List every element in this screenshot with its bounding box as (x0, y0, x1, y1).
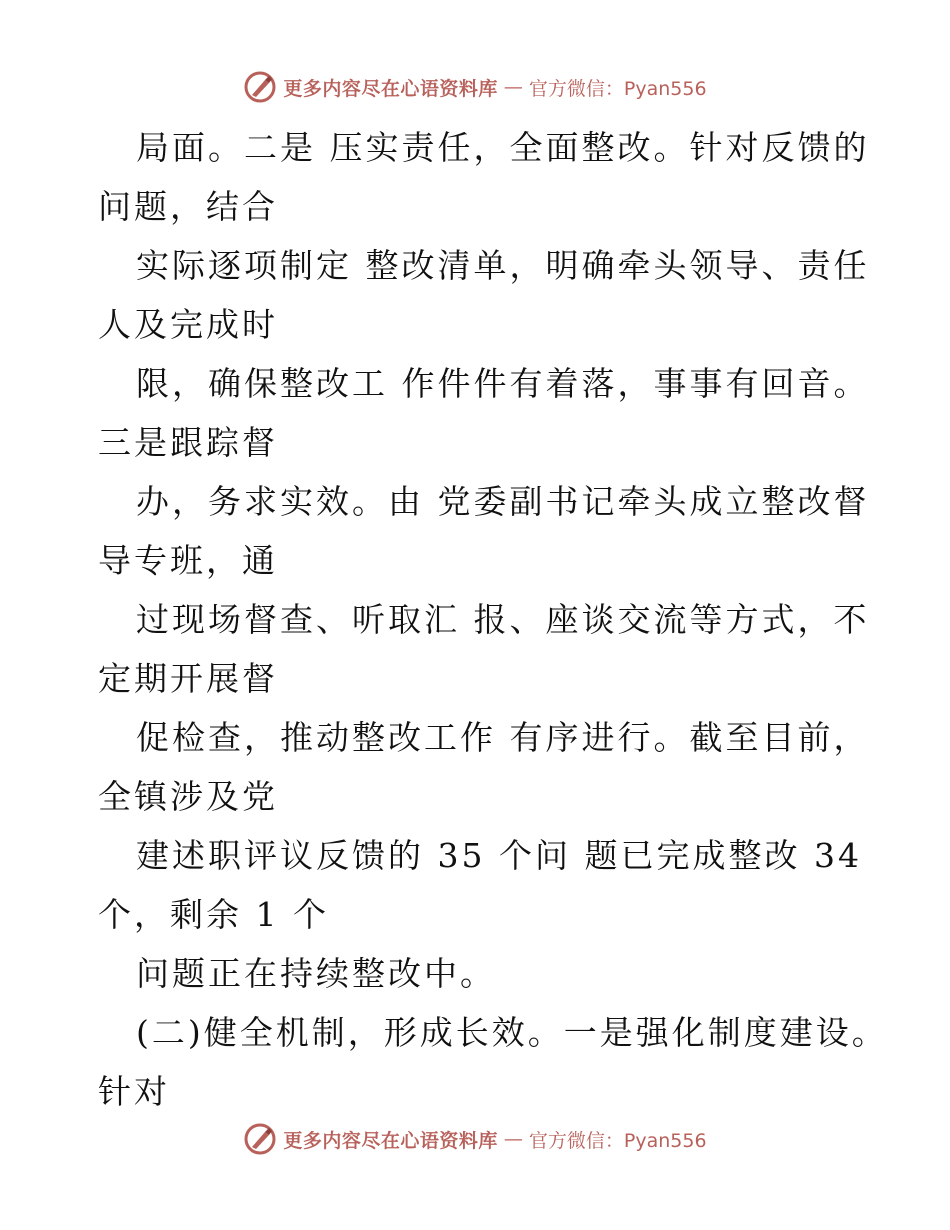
pen-circle-logo-icon (243, 70, 277, 104)
text-line: 问题正在持续整改中。 (136, 954, 496, 993)
text-line: 针对 (98, 1072, 170, 1111)
text-line: 三是跟踪督 (98, 423, 278, 462)
text-line: 建述职评议反馈的 35 个问 题已完成整改 34 (136, 836, 862, 875)
document-body (98, 118, 888, 1121)
watermark-extra-text: 官方微信：Pyan556 (528, 1129, 707, 1152)
text-line: 个，剩余 1 个 (98, 895, 329, 934)
text-line: 定期开展督 (98, 659, 278, 698)
watermark-separator: — (503, 76, 523, 98)
text-line: 局面。二是 压实责任，全面整改。针对反馈的 (136, 128, 870, 167)
text-line: 人及完成时 (98, 305, 278, 344)
watermark-main-text: 更多内容尽在心语资料库 (283, 77, 498, 100)
text-line: 问题，结合 (98, 187, 278, 226)
text-line: 限，确保整改工 作件件有着落，事事有回音。 (136, 364, 870, 403)
text-line: 实际逐项制定 整改清单，明确牵头领导、责任 (136, 246, 870, 285)
header-watermark (0, 70, 950, 104)
text-line: 全镇涉及党 (98, 777, 278, 816)
watermark-main-text: 更多内容尽在心语资料库 (283, 1129, 498, 1152)
watermark-extra-text: 官方微信：Pyan556 (528, 77, 707, 100)
pen-circle-logo-icon (243, 1122, 277, 1156)
text-line: 过现场督查、听取汇 报、座谈交流等方式，不 (136, 600, 870, 639)
text-line: 导专班，通 (98, 541, 278, 580)
text-line: 促检查，推动整改工作 有序进行。截至目前， (136, 718, 870, 757)
footer-watermark (0, 1122, 950, 1156)
text-line: 办，务求实效。由 党委副书记牵头成立整改督 (136, 482, 870, 521)
text-line: (二)健全机制，形成长效。一是强化制度建设。 (136, 1013, 888, 1052)
watermark-separator: — (503, 1128, 523, 1150)
